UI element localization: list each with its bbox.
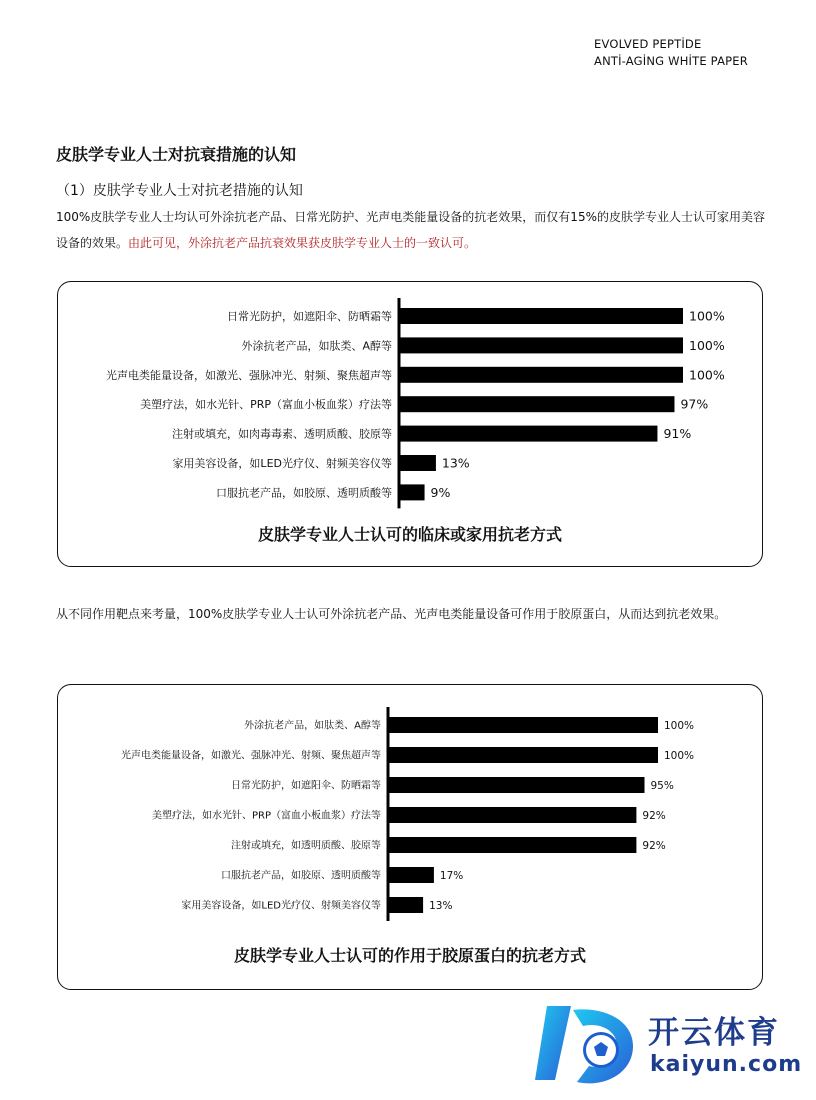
chart-2-box bbox=[57, 684, 763, 990]
paragraph-1 bbox=[56, 204, 766, 256]
chart-value-label: 100% bbox=[664, 719, 695, 732]
chart-bar bbox=[388, 837, 636, 853]
chart-category-label: 口服抗老产品，如胶原、透明质酸等 bbox=[221, 870, 381, 882]
chart-bar bbox=[399, 484, 425, 500]
chart-category-label: 光声电类能量设备，如激光、强脉冲光、射频、聚焦超声等 bbox=[106, 368, 392, 382]
chart-value-label: 95% bbox=[650, 779, 674, 792]
chart-bar bbox=[388, 897, 423, 913]
chart-1-box bbox=[57, 281, 763, 567]
chart-value-label: 9% bbox=[430, 484, 451, 500]
chart-value-label: 92% bbox=[642, 839, 666, 852]
chart-category-label: 日常光防护，如遮阳伞、防晒霜等 bbox=[231, 780, 381, 792]
chart-value-label: 92% bbox=[642, 809, 666, 822]
chart-value-label: 91% bbox=[663, 426, 692, 442]
chart-category-label: 美塑疗法，如水光针、PRP（富血小板血浆）疗法等 bbox=[140, 398, 392, 412]
header-line-1: EVOLVED PEPTİDE bbox=[594, 37, 702, 51]
chart-category-label: 注射或填充，如肉毒毒素、透明质酸、胶原等 bbox=[172, 427, 392, 441]
chart-bar bbox=[399, 367, 683, 383]
chart-category-label: 外涂抗老产品，如肽类、A醇等 bbox=[244, 720, 381, 732]
chart-bar bbox=[388, 807, 636, 823]
paragraph-2: 从不同作用靶点来考量，100%皮肤学专业人士认可外涂抗老产品、光声电类能量设备可作用于胶原蛋白，从而达到抗老效果。 bbox=[56, 607, 727, 621]
document-header bbox=[594, 36, 748, 70]
header-line-2: ANTİ-AGİNG WHİTE PAPER bbox=[594, 54, 748, 68]
chart-2-title: 皮肤学专业人士认可的作用于胶原蛋白的抗老方式 bbox=[233, 946, 586, 965]
chart-bar bbox=[388, 777, 645, 793]
chart-value-label: 100% bbox=[689, 337, 725, 353]
chart-value-label: 100% bbox=[689, 367, 725, 383]
chart-value-label: 17% bbox=[439, 869, 464, 882]
chart-bar bbox=[399, 426, 657, 442]
brand-logo-en: kaiyun.com bbox=[650, 1052, 803, 1077]
paragraph-1-text: 100%皮肤学专业人士均认可外涂抗老产品、日常光防护、光声电类能量设备的抗老效果，而仅有15%的皮肤学专业人士认可家用美容设备的效果。 bbox=[56, 210, 765, 250]
chart-value-label: 100% bbox=[689, 308, 725, 324]
chart-category-label: 美塑疗法，如水光针、PRP（富血小板血浆）疗法等 bbox=[151, 810, 381, 822]
chart-bar bbox=[399, 455, 436, 471]
chart-category-label: 注射或填充，如透明质酸、胶原等 bbox=[231, 840, 381, 852]
chart-value-label: 97% bbox=[680, 396, 709, 412]
sub-title: （1）皮肤学专业人士对抗老措施的认知 bbox=[56, 183, 303, 199]
chart-category-label: 家用美容设备，如LED光疗仪、射频美容仪等 bbox=[181, 900, 381, 912]
chart-category-label: 日常光防护，如遮阳伞、防晒霜等 bbox=[227, 309, 392, 323]
chart-category-label: 家用美容设备，如LED光疗仪、射频美容仪等 bbox=[172, 456, 392, 470]
chart-bar bbox=[399, 396, 674, 412]
chart-category-label: 口服抗老产品，如胶原、透明质酸等 bbox=[216, 486, 392, 500]
chart-category-label: 外涂抗老产品，如肽类、A醇等 bbox=[241, 339, 392, 353]
chart-1-title: 皮肤学专业人士认可的临床或家用抗老方式 bbox=[257, 525, 562, 544]
brand-logo-cn: 开云体育 bbox=[648, 1015, 780, 1051]
chart-value-label: 13% bbox=[441, 455, 470, 471]
chart-bar bbox=[399, 337, 683, 353]
paragraph-1-highlight: 由此可见，外涂抗老产品抗衰效果获皮肤学专业人士的一致认可。 bbox=[128, 236, 477, 250]
section-title: 皮肤学专业人士对抗衰措施的认知 bbox=[56, 145, 297, 164]
chart-value-label: 13% bbox=[429, 899, 453, 912]
chart-category-label: 光声电类能量设备，如激光、强脉冲光、射频、聚焦超声等 bbox=[121, 750, 381, 762]
chart-value-label: 100% bbox=[664, 749, 695, 762]
chart-bar bbox=[399, 308, 683, 324]
chart-bar bbox=[388, 717, 658, 733]
chart-2 bbox=[58, 685, 764, 935]
chart-bar bbox=[388, 867, 434, 883]
chart-1 bbox=[58, 282, 764, 522]
chart-bar bbox=[388, 747, 658, 763]
